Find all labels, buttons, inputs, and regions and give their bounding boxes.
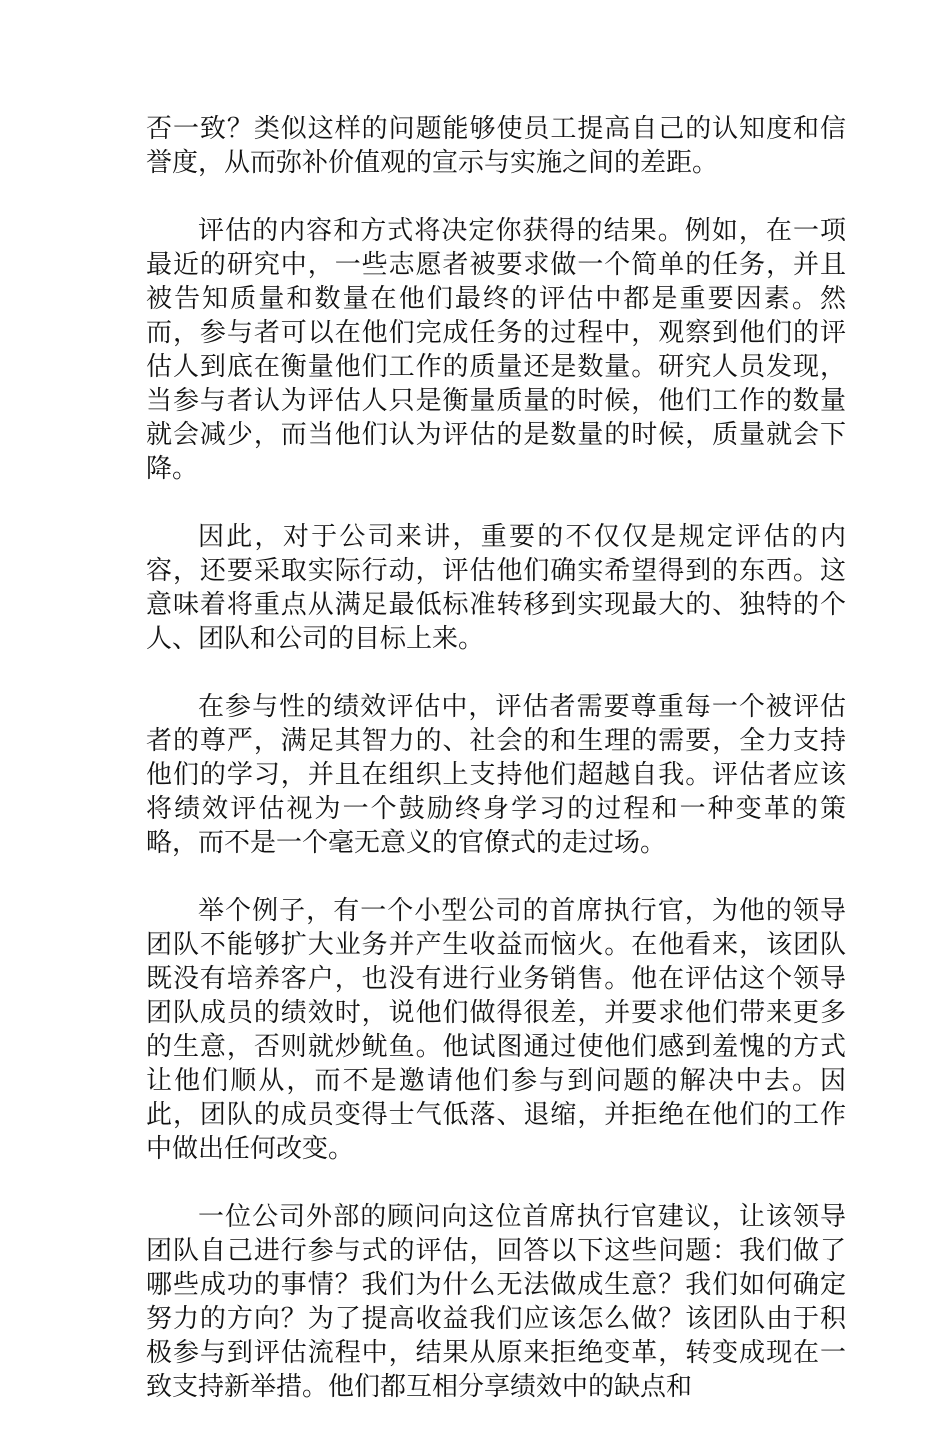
paragraph-evaluation-content: 评估的内容和方式将决定你获得的结果。例如，在一项最近的研究中，一些志愿者被要求做一个简单的任务，并且被告知质量和数量在他们最终的评估中都是重要因素。然而，参与者可以在他们完成任务的过程中，观察到他们的评估人到底在衡量他们工作的质量还是数量。研究人员发现，当参与者认为评估人只是衡量质量的时候，他们工作的数量就会减少，而当他们认为评估的是数量的时候，质量就会下降。 [146,216,846,484]
paragraph-continuation: 否一致？类似这样的问题能够使员工提高自己的认知度和信誉度，从而弥补价值观的宣示与实施之间的差距。 [146,114,846,178]
paragraph-company-implication: 因此，对于公司来讲，重要的不仅仅是规定评估的内容，还要采取实际行动，评估他们确实希望得到的东西。这意味着将重点从满足最低标准转移到实现最大的、独特的个人、团队和公司的目标上来。 [146,522,846,654]
paragraph-ceo-example: 举个例子，有一个小型公司的首席执行官，为他的领导团队不能够扩大业务并产生收益而恼火。在他看来，该团队既没有培养客户，也没有进行业务销售。他在评估这个领导团队成员的绩效时，说他们做得很差，并要求他们带来更多的生意，否则就炒鱿鱼。他试图通过使他们感到羞愧的方式让他们顺从，而不是邀请他们参与到问题的解决中去。因此，团队的成员变得士气低落、退缩，并拒绝在他们的工作中做出任何改变。 [146,896,846,1164]
paragraph-consultant-advice: 一位公司外部的顾问向这位首席执行官建议，让该领导团队自己进行参与式的评估，回答以下这些问题：我们做了哪些成功的事情？我们为什么无法做成生意？我们如何确定努力的方向？为了提高收益我们应该怎么做？该团队由于积极参与到评估流程中，结果从原来拒绝变革，转变成现在一致支持新举措。他们都互相分享绩效中的缺点和 [146,1202,846,1402]
document-page [146,112,846,1438]
paragraph-participative-evaluation: 在参与性的绩效评估中，评估者需要尊重每一个被评估者的尊严，满足其智力的、社会的和生理的需要，全力支持他们的学习，并且在组织上支持他们超越自我。评估者应该将绩效评估视为一个鼓励终身学习的过程和一种变革的策略，而不是一个毫无意义的官僚式的走过场。 [146,692,846,858]
